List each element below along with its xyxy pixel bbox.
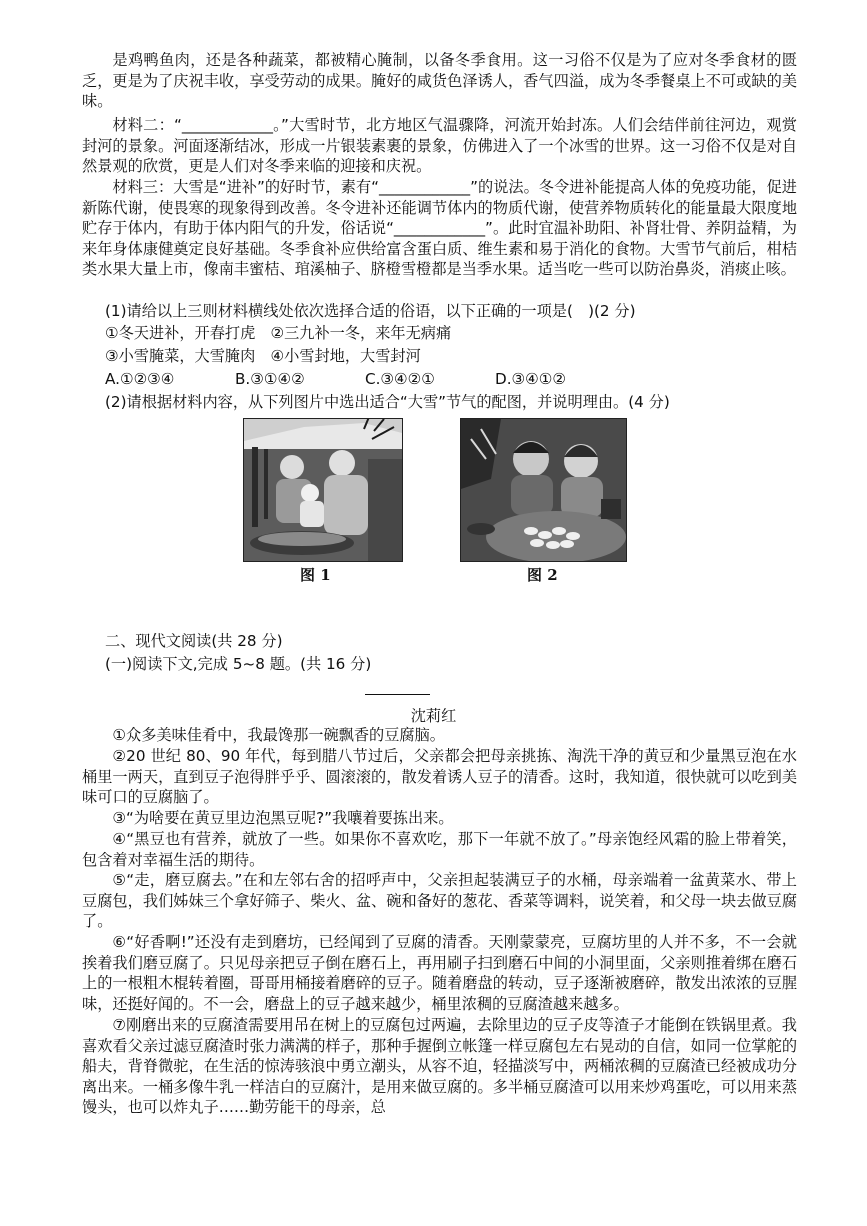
figure-1-illustration [244,419,402,561]
article-paragraph-3: ③“为啥要在黄豆里边泡黑豆呢?”我嚷着要拣出来。 [112,809,454,827]
figure-1-image [243,418,403,562]
question-1-choices-line-2: ③小雪腌菜，大雪腌肉 ④小雪封地，大雪封河 [105,347,421,365]
question-1-options [105,369,725,390]
intro-paragraph: 是鸡鸭鱼肉，还是各种蔬菜，都被精心腌制，以备冬季食用。这一习俗不仅是为了应对冬季食材的匮乏，更是为了庆祝丰收，享受劳动的成果。腌好的咸货色泽诱人，香气四溢，成为冬季餐桌上不可或缺的美味。 [82,51,797,111]
figure-2-caption: 图 2 [527,566,558,584]
article-paragraph-7: ⑦刚磨出来的豆腐渣需要用吊在树上的豆腐包过两遍，去除里边的豆子皮等渣子才能倒在铁锅里煮。我喜欢看父亲过滤豆腐渣时张力满满的样子，那种手握倒立帐篷一样豆腐包左右晃动的自信，如同一位掌舵的船夫，背脊微驼，在生活的惊涛骇浪中勇立潮头，从容不迫，轻描淡写中，两桶浓稠的豆腐渣已经被成功分离出来。一桶多像牛乳一样洁白的豆腐汁，是用来做豆腐的。多半桶豆腐渣可以用来炒鸡蛋吃，可以用来蒸馒头，也可以炸丸子……勤劳能干的母亲，总 [82,1016,797,1117]
material-two: 材料二：“____________。”大雪时节，北方地区气温骤降，河流开始封冻。人们会结伴前往河边，观赏封河的景象。河面逐渐结冰，形成一片银装素裹的景象，仿佛进入了一个冰雪的世界。这一习俗不仅是对自然景观的欣赏，更是人们对冬季来临的迎接和庆祝。 [82,116,797,176]
option-b: B.③①④② [235,370,305,388]
question-1-choices-line-1: ①冬天进补，开春打虎 ②三九补一冬，来年无病痛 [105,324,452,342]
figure-2-image [460,418,627,562]
question-1: (1)请给以上三则材料横线处依次选择合适的俗语，以下正确的一项是( )(2 分) [105,302,636,320]
article-author: 沈莉红 [410,707,457,725]
article-paragraph-6: ⑥“好香啊!”还没有走到磨坊，已经闻到了豆腐的清香。天刚蒙蒙亮，豆腐坊里的人并不多，不一会就挨着我们磨豆腐了。只见母亲把豆子倒在磨石上，再用刷子扫到磨石中间的小洞里面，父亲则推着绑在磨石上的一根粗木棍转着圈，哥哥用桶接着磨碎的豆子。随着磨盘的转动，豆子逐渐被磨碎，散发出浓浓的豆腥味，还挺好闻的。不一会，磨盘上的豆子越来越少，桶里浓稠的豆腐渣越来越多。 [82,933,797,1013]
material-three: 材料三：大雪是“进补”的好时节，素有“____________”的说法。冬令进补能提高人体的免疫功能，促进新陈代谢，使畏寒的现象得到改善。冬令进补还能调节体内的物质代谢，使营养物质转化的能量最大限度地贮存于体内，有助于体内阳气的升发，俗话说“____________”。此时宜温补助阳、补肾壮骨、养阴益精，为来年身体康健奠定良好基础。冬季食补应供给富含蛋白质、维生素和易于消化的食物。大雪节气前后，柑桔类水果大量上市，像南丰蜜桔、琯溪柚子、脐橙雪橙都是当季水果。适当吃一些可以防治鼻炎，消痰止咳。 [82,178,797,279]
article-paragraph-1: ①众多美味佳肴中，我最馋那一碗飘香的豆腐脑。 [112,726,445,744]
section-two-heading: 二、现代文阅读(共 28 分) [105,632,283,650]
option-a: A.①②③④ [105,370,175,388]
question-2: (2)请根据材料内容，从下列图片中选出适合“大雪”节气的配图，并说明理由。(4 分) [105,393,670,411]
article-paragraph-4: ④“黑豆也有营养，就放了一些。如果你不喜欢吃，那下一年就不放了。”母亲饱经风霜的脸上带着笑，包含着对幸福生活的期待。 [82,830,797,869]
figure-1-caption: 图 1 [300,566,331,584]
option-c: C.③④②① [365,370,435,388]
option-d: D.③④①② [495,370,566,388]
article-paragraph-5: ⑤“走，磨豆腐去。”在和左邻右舍的招呼声中，父亲担起装满豆子的水桶，母亲端着一盆黄菜水、带上豆腐包，我们姊妹三个拿好筛子、柴火、盆、碗和备好的葱花、香菜等调料，说笑着，和父母一块去做豆腐了。 [82,871,797,931]
section-two-instructions: (一)阅读下文,完成 5~8 题。(共 16 分) [105,655,372,673]
figure-2-illustration [461,419,626,561]
article-paragraph-2: ②20 世纪 80、90 年代，每到腊八节过后，父亲都会把母亲挑拣、淘洗干净的黄豆和少量黑豆泡在水桶里一两天，直到豆子泡得胖乎乎、圆滚滚的，散发着诱人豆子的清香。这时，我知道，很快就可以吃到美味可口的豆腐脑了。 [82,747,797,807]
title-blank-line [365,694,430,695]
